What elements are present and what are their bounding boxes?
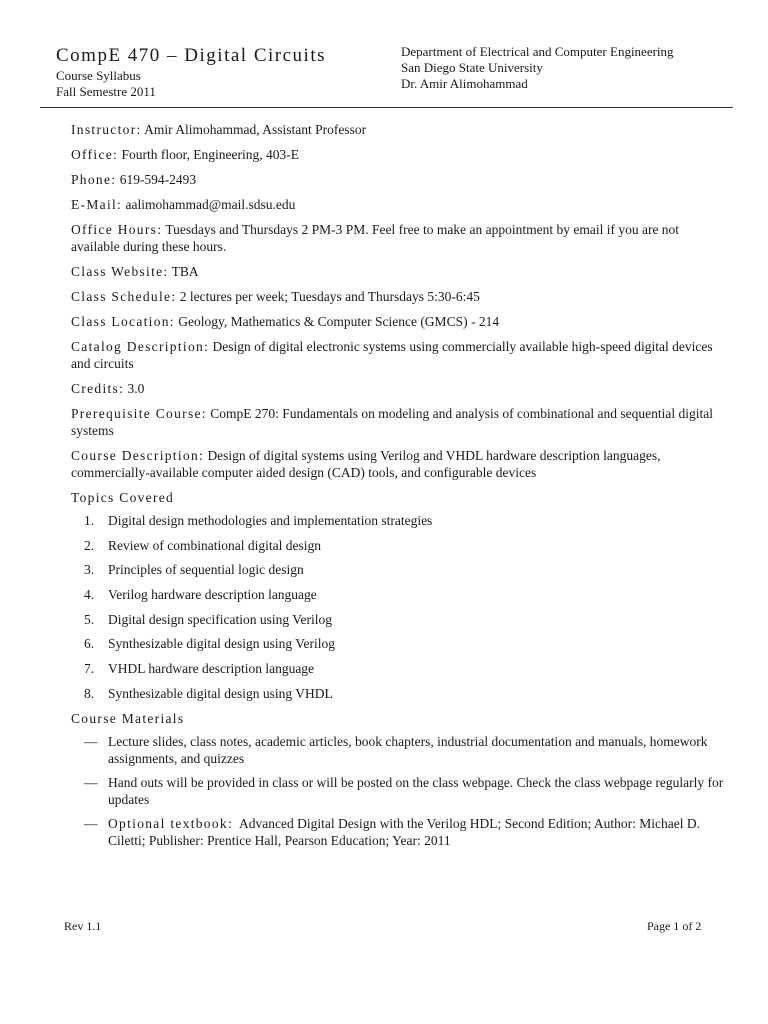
item-text (108, 733, 731, 767)
materials-heading: Course Materials (71, 710, 185, 726)
field-value: CompE 270: Fundamentals on modeling and analysis of combinational and sequential digital systems (71, 406, 714, 438)
field-value: Amir Alimohammad, Assistant Professor (141, 122, 367, 137)
instructor-header-name: Dr. Amir Alimohammad (401, 76, 528, 91)
course-subtitle: Course Syllabus (56, 68, 141, 83)
field-phone (71, 171, 731, 188)
item-number: 3. (84, 562, 95, 578)
footer-page-number: Page 1 of 2 (647, 919, 702, 933)
field-label: Class Location: (71, 314, 175, 329)
item-text: Digital design specification using Verilog (108, 611, 332, 627)
item-number: 5. (84, 611, 95, 627)
field-label: Catalog Description: (71, 339, 210, 354)
item-number: 8. (84, 685, 95, 701)
field-label: E-Mail: (71, 197, 123, 212)
list-item (71, 586, 731, 603)
field-label: Office: (71, 147, 119, 162)
item-text: Synthesizable digital design using Verilog (108, 636, 335, 652)
field-value: Design of digital electronic systems using commercially available high-speed digital devices and circuits (71, 339, 713, 371)
list-item (71, 815, 731, 849)
item-number: 6. (84, 636, 95, 652)
item-number: 4. (84, 587, 95, 603)
field-prerequisite (71, 405, 731, 439)
item-number: 1. (84, 513, 95, 528)
topics-heading: Topics Covered (71, 490, 175, 505)
field-class-website (71, 263, 731, 280)
list-item (71, 774, 731, 808)
item-text: Digital design methodologies and implementation strategies (108, 513, 433, 528)
field-value: 619-594-2493 (116, 172, 197, 187)
field-label: Class Website: (71, 264, 169, 279)
field-catalog-description (71, 338, 731, 372)
field-class-schedule (71, 288, 731, 305)
field-office-hours (71, 221, 731, 255)
field-label: Credits: (71, 381, 125, 396)
course-term: Fall Semestre 2011 (56, 84, 156, 99)
field-label: Instructor: (71, 122, 142, 137)
list-item (71, 512, 731, 529)
list-item (71, 660, 731, 677)
item-text (108, 815, 731, 849)
item-text: Synthesizable digital design using VHDL (108, 685, 333, 701)
list-item (71, 635, 731, 652)
list-item (71, 611, 731, 628)
field-email (71, 196, 731, 213)
field-label: Phone: (71, 172, 117, 187)
field-value: Design of digital systems using Verilog and VHDL hardware description languages, commercially-available computer aided design (CAD) tools, and configurable devices (71, 448, 661, 480)
course-title: CompE 470 – Digital Circuits (56, 45, 326, 66)
item-prefix: Optional textbook: (108, 815, 234, 831)
topics-list (71, 512, 731, 702)
dash-bullet: — (84, 733, 98, 749)
field-class-location (71, 313, 731, 330)
field-value: Fourth floor, Engineering, 403-E (118, 147, 300, 162)
field-label: Course Description: (71, 448, 205, 463)
dash-bullet: — (84, 774, 98, 790)
item-text (108, 774, 731, 808)
item-text: Review of combinational digital design (108, 537, 321, 553)
field-instructor (71, 121, 731, 138)
list-item (71, 561, 731, 578)
field-label: Prerequisite Course: (71, 406, 207, 421)
field-value: aalimohammad@mail.sdsu.edu (122, 197, 296, 212)
item-body: Advanced Digital Design with the Verilog HDL; Second Edition; Author: Michael D. Ciletti; Publisher: Prentice Hall, Pearson Education; Year: 2011 (108, 815, 704, 848)
header-left (56, 44, 326, 100)
university-name: San Diego State University (401, 60, 543, 75)
field-value: TBA (168, 264, 199, 279)
field-office (71, 146, 731, 163)
item-number: 2. (84, 537, 95, 553)
materials-list (71, 733, 731, 849)
item-text: VHDL hardware description language (108, 661, 315, 677)
dash-bullet: — (84, 815, 98, 831)
header-divider (40, 107, 733, 108)
field-value: Geology, Mathematics & Computer Science (GMCS) - 214 (174, 314, 500, 329)
item-text: Verilog hardware description language (108, 587, 317, 603)
field-value: Tuesdays and Thursdays 2 PM-3 PM. Feel free to make an appointment by email if you are not available during these hours. (71, 222, 680, 254)
header-right (401, 44, 674, 92)
field-value: 2 lectures per week; Tuesdays and Thursdays 5:30-6:45 (176, 289, 480, 304)
field-label: Class Schedule: (71, 289, 177, 304)
item-body: Hand outs will be provided in class or will be posted on the class webpage. Check the class webpage regularly for updates (108, 774, 724, 807)
field-course-description (71, 447, 731, 481)
field-value: 3.0 (124, 381, 145, 396)
item-text: Principles of sequential logic design (108, 562, 304, 578)
list-item (71, 537, 731, 554)
department-name: Department of Electrical and Computer Engineering (401, 44, 674, 59)
list-item (71, 733, 731, 767)
item-number: 7. (84, 661, 95, 677)
field-label: Office Hours: (71, 222, 163, 237)
list-item (71, 685, 731, 702)
syllabus-body (71, 121, 731, 856)
field-credits (71, 380, 731, 397)
footer-revision: Rev 1.1 (64, 919, 102, 933)
item-body: Lecture slides, class notes, academic articles, book chapters, industrial documentation and manuals, homework assignments, and quizzes (108, 733, 708, 766)
